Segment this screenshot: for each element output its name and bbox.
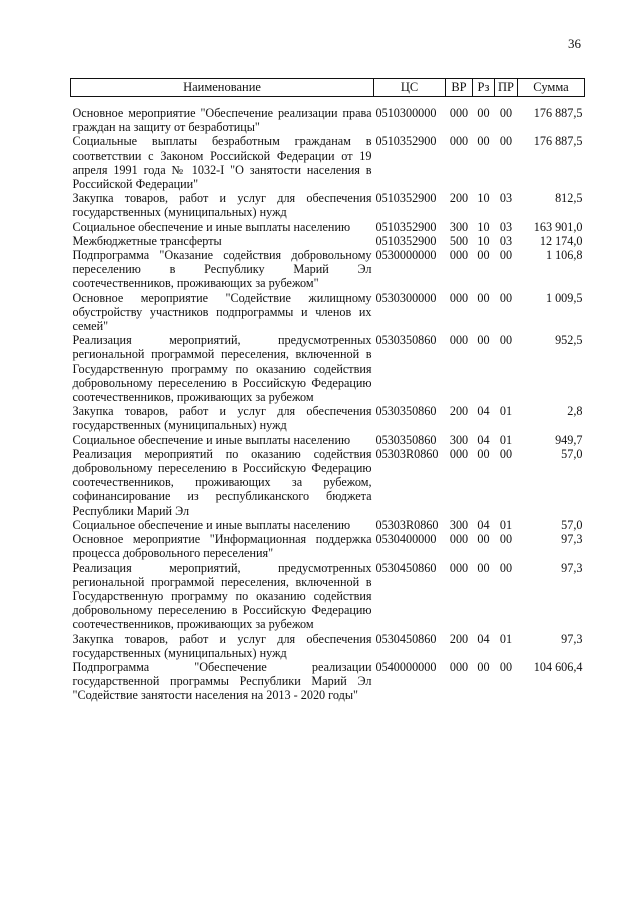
row-sum: 812,5	[555, 191, 583, 206]
row-name: Реализация мероприятий, предусмотренных региональной программой переселения, включенной в Государственную программу по оказанию содействия добровольному переселению в Российскую Федерацию соотечественников, проживающих за рубежом	[72, 560, 372, 632]
row-pr: 00	[499, 532, 513, 547]
row-cs: 05303R0860	[375, 517, 439, 532]
row-sum: 176 887,5	[533, 106, 583, 120]
row-name: Социальное обеспечение и иные выплаты населению	[72, 517, 351, 532]
row-sum: 952,5	[555, 333, 583, 348]
row-vr: 200	[449, 191, 469, 206]
row-vr: 000	[449, 659, 469, 674]
row-rz: 04	[477, 432, 490, 447]
row-cs: 0530450860	[375, 631, 437, 646]
column-header-pr: ПР	[495, 79, 518, 97]
table-row	[71, 660, 585, 703]
row-cs: 0530350860	[375, 404, 437, 419]
row-rz: 00	[477, 532, 490, 547]
row-sum: 97,3	[561, 631, 583, 646]
row-pr: 00	[499, 290, 513, 305]
row-pr: 01	[499, 517, 513, 532]
row-vr: 000	[449, 446, 469, 461]
row-name: Закупка товаров, работ и услуг для обеспечения государственных (муниципальных) нужд	[72, 404, 372, 433]
table-row	[71, 447, 585, 518]
table-row	[71, 532, 585, 560]
row-name: Основное мероприятие "Обеспечение реализации права граждан на защиту от безработицы"	[72, 106, 372, 135]
row-pr: 00	[499, 248, 513, 263]
table-row	[71, 632, 585, 660]
table-row	[71, 291, 585, 334]
table-row	[71, 333, 585, 404]
table-row	[71, 561, 585, 632]
table-row	[71, 220, 585, 234]
row-name: Закупка товаров, работ и услуг для обеспечения государственных (муниципальных) нужд	[72, 631, 372, 660]
row-name: Реализация мероприятий, предусмотренных региональной программой переселения, включенной в Государственную программу по оказанию содействия добровольному переселению в Российскую Федерацию соотечественников, проживающих за рубежом	[72, 333, 372, 405]
row-pr: 01	[499, 631, 513, 646]
row-pr: 00	[499, 560, 513, 575]
row-rz: 10	[477, 219, 490, 234]
row-sum: 104 606,4	[533, 659, 583, 674]
row-rz: 04	[477, 404, 490, 419]
row-name: Социальные выплаты безработным гражданам в соответствии с Законом Российской Федерации от 19 апреля 1991 года № 1032-I "О занятости населения в Российской Федерации"	[72, 134, 372, 192]
row-cs: 0530000000	[375, 248, 437, 263]
row-vr: 300	[449, 517, 469, 532]
row-name: Социальное обеспечение и иные выплаты населению	[72, 432, 351, 447]
row-rz: 00	[477, 446, 490, 461]
row-cs: 0510352900	[375, 191, 437, 206]
row-name: Межбюджетные трансферты	[72, 233, 222, 248]
row-vr: 000	[449, 560, 469, 575]
row-name: Реализация мероприятий по оказанию содействия добровольному переселению в Российскую Федерацию соотечественников, проживающих за рубежом, софинансирование из республиканского бюджета Республики Марий Эл	[72, 446, 372, 518]
row-sum: 949,7	[555, 432, 583, 447]
row-cs: 05303R0860	[375, 446, 439, 461]
column-header-cs: ЦС	[374, 79, 446, 97]
row-pr: 00	[499, 106, 513, 120]
row-cs: 0540000000	[375, 659, 437, 674]
row-rz: 00	[477, 134, 490, 149]
table-row	[71, 404, 585, 432]
page-number: 36	[568, 36, 581, 51]
column-header-rz: Рз	[473, 79, 495, 97]
table-row	[71, 191, 585, 219]
column-header-sum: Сумма	[518, 79, 585, 97]
row-pr: 03	[499, 219, 513, 234]
row-sum: 12 174,0	[539, 233, 583, 248]
row-vr: 000	[449, 106, 469, 120]
row-vr: 000	[449, 532, 469, 547]
row-pr: 01	[499, 432, 513, 447]
row-name: Подпрограмма "Обеспечение реализации государственной программы Республики Марий Эл "Содействие занятости населения на 2013 - 2020 годы"	[72, 659, 372, 703]
row-cs: 0510352900	[375, 219, 437, 234]
row-vr: 000	[449, 290, 469, 305]
table-row	[71, 518, 585, 532]
row-rz: 00	[477, 659, 490, 674]
row-rz: 04	[477, 631, 490, 646]
row-cs: 0530450860	[375, 560, 437, 575]
row-sum: 1 009,5	[545, 290, 583, 305]
row-pr: 01	[499, 404, 513, 419]
row-pr: 00	[499, 659, 513, 674]
row-cs: 0530350860	[375, 432, 437, 447]
row-pr: 00	[499, 333, 513, 348]
column-header-name: Наименование	[71, 79, 374, 97]
row-cs: 0530350860	[375, 333, 437, 348]
row-rz: 10	[477, 191, 490, 206]
row-rz: 00	[477, 560, 490, 575]
row-cs: 0510300000	[375, 106, 437, 120]
row-rz: 00	[477, 290, 490, 305]
column-header-vr: ВР	[446, 79, 473, 97]
row-pr: 00	[499, 446, 513, 461]
row-sum: 97,3	[561, 532, 583, 547]
row-sum: 1 106,8	[545, 248, 583, 263]
table-row	[71, 234, 585, 248]
row-vr: 500	[449, 233, 469, 248]
row-name: Закупка товаров, работ и услуг для обеспечения государственных (муниципальных) нужд	[72, 191, 372, 220]
row-vr: 200	[449, 631, 469, 646]
row-name: Основное мероприятие "Информационная поддержка процесса добровольного переселения"	[72, 532, 372, 561]
table-row	[71, 433, 585, 447]
budget-table	[70, 78, 585, 703]
row-cs: 0510352900	[375, 134, 437, 149]
row-rz: 00	[477, 248, 490, 263]
table-row	[71, 134, 585, 191]
table-row	[71, 248, 585, 291]
row-name: Подпрограмма "Оказание содействия добровольному переселению в Республику Марий Эл соотечественников, проживающих за рубежом"	[72, 248, 372, 291]
row-vr: 000	[449, 333, 469, 348]
row-cs: 0530300000	[375, 290, 437, 305]
row-cs: 0510352900	[375, 233, 437, 248]
row-vr: 300	[449, 219, 469, 234]
row-sum: 97,3	[561, 560, 583, 575]
row-pr: 03	[499, 191, 513, 206]
table-body	[71, 106, 585, 703]
row-sum: 57,0	[561, 446, 583, 461]
row-vr: 000	[449, 134, 469, 149]
row-sum: 163 901,0	[533, 219, 583, 234]
row-sum: 176 887,5	[533, 134, 583, 149]
row-rz: 10	[477, 233, 490, 248]
row-rz: 00	[477, 333, 490, 348]
row-name: Основное мероприятие "Содействие жилищному обустройству участников подпрограммы и членов их семей"	[72, 290, 372, 334]
row-vr: 300	[449, 432, 469, 447]
row-sum: 57,0	[561, 517, 583, 532]
table-row	[71, 106, 585, 134]
row-cs: 0530400000	[375, 532, 437, 547]
row-rz: 00	[477, 106, 490, 120]
row-sum: 2,8	[567, 404, 583, 419]
row-pr: 03	[499, 233, 513, 248]
table-header-row	[71, 79, 585, 97]
row-vr: 000	[449, 248, 469, 263]
row-pr: 00	[499, 134, 513, 149]
row-vr: 200	[449, 404, 469, 419]
row-rz: 04	[477, 517, 490, 532]
row-name: Социальное обеспечение и иные выплаты населению	[72, 219, 351, 234]
